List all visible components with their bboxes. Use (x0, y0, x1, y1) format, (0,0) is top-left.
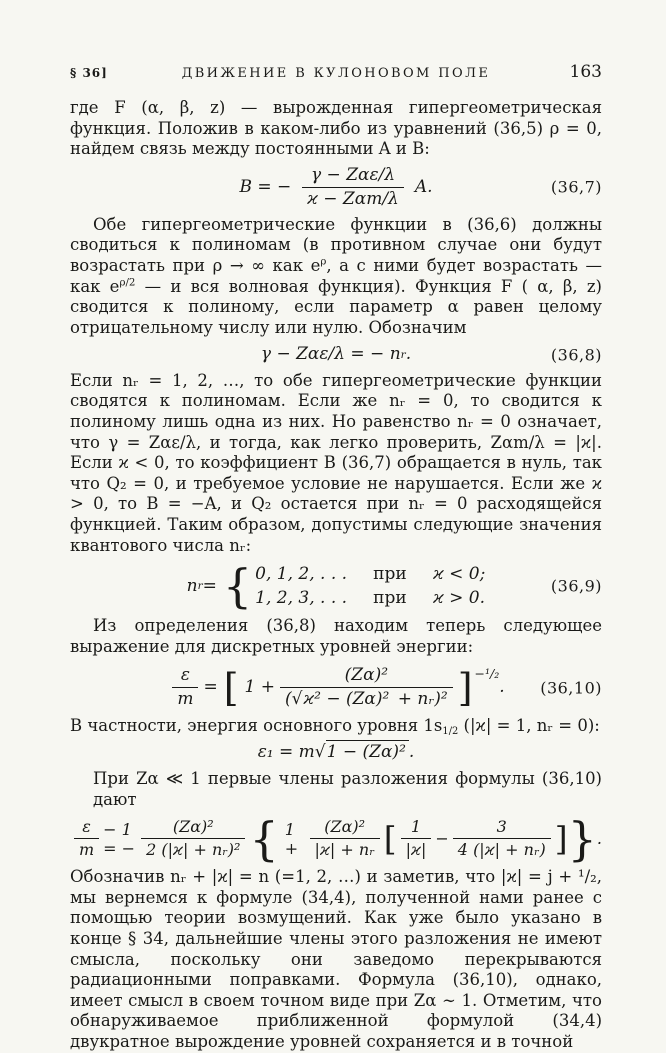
eq9-values-1: 0, 1, 2, . . . (255, 564, 348, 585)
eq12-fraction-2 (310, 818, 380, 859)
eq12-fraction-4 (453, 818, 551, 859)
eq12-f4-denominator: 4 (|ϰ| + nᵣ) (457, 840, 546, 860)
eq12-f1-numerator: (Zα)² (141, 818, 245, 839)
p2-text-3: — и вся волновая функция). Функция F ( α, β, z) сводится к полиному, если параметр α равен целому отрицательному числу или нулю. Обозначим (70, 276, 602, 337)
eq12-f3-numerator: 1 (401, 818, 432, 839)
radical-sign: √ (314, 741, 326, 762)
eq12-lhs-fraction (74, 818, 99, 859)
page-number: 163 (569, 62, 602, 82)
paragraph-expansion (70, 769, 602, 810)
eq7-lhs: B = − (239, 177, 292, 198)
eq9-condition-1: ϰ < 0; (433, 564, 486, 585)
eq10-equals: = (203, 677, 218, 698)
p2-text-2: , а с ними будет возрастать — как e (70, 256, 602, 296)
eq9-case-positive (255, 588, 485, 608)
eq12-f1-denominator: 2 (|ϰ| + nᵣ)² (146, 840, 241, 860)
eq7-rhs: A. (414, 177, 433, 198)
p2-text-1: Обе гипергеометрические функции в (36,6) должны сводиться к полиномам (в противном случае они будут возрастать при ρ → ∞ как e (70, 214, 602, 276)
p5-subscript-half: 1/2 (442, 726, 459, 738)
eq12-f2-numerator: (Zα)² (310, 818, 380, 839)
equation-number-36-8: (36,8) (550, 345, 602, 364)
eq12-mid: − 1 = − (103, 819, 136, 858)
eq11-period: . (408, 741, 415, 762)
equation-36-7 (70, 166, 602, 209)
eq12-lhs-numerator: ε (74, 818, 99, 839)
paragraph-hypergeometric (70, 215, 602, 339)
equation-number-36-9: (36,9) (550, 576, 602, 596)
eq9-word-pri-1: при (373, 564, 407, 585)
eq12-fraction-3 (401, 818, 432, 859)
eq12-f4-numerator: 3 (453, 818, 551, 839)
eq8-period: . (405, 344, 412, 365)
eq9-lhs-n: n (186, 575, 198, 596)
eq10-denominator (280, 688, 453, 709)
eq10-lhs-numerator: ε (172, 666, 198, 688)
p5-text-2: (|ϰ| = 1, nᵣ = 0): (458, 716, 600, 736)
eq12-one-plus: 1 + (284, 819, 299, 858)
equation-36-9: n r = { 0, 1, 2, . . . при ϰ < 0; 1, 2, 3, . . . при ϰ > 0. (36,9) (186, 559, 602, 614)
page-header (70, 62, 602, 82)
eq10-exponent: −¹/₂ (474, 666, 500, 682)
eq8-body: γ − Zαε/λ = − n (260, 344, 401, 365)
equation-expansion: $\frac{\varepsilon}{m}$ − 1 = − $\frac{\text{(Zα)²}}{\text{2 (|ϰ| + nᵣ)²}}$ { 1 + $\frac{\text{(Zα)²}}{\text{|ϰ| + nᵣ}}$ [ $\frac{1}{|ϰ|}$ − $\frac{3}{\text{4 (|ϰ| + nᵣ)}}$ ] } . (70, 818, 602, 859)
paragraph-conclusion: Обозначив nᵣ + |ϰ| = n (=1, 2, …) и заметив, что |ϰ| = j + ¹/₂, мы вернемся к формуле (34,4), полученной нами ранее с помощью теории возмущений. Как уже было указано в конце § 34, дальнейшие члены этого разложения не имеют смысла, поскольку они заведомо перекрываются радиационными поправками. Формула (36,10), однако, имеет смысл в своем точном виде при Zα ∼ 1. Отметим, что обнаруживаемое приближенной формулой (34,4) двукратное вырождение уровней сохраняется и в точной (70, 867, 602, 1051)
radicand: ϰ² − (Zα)² (303, 687, 393, 709)
eq9-values-2: 1, 2, 3, . . . (255, 587, 348, 608)
eq9-condition-2: ϰ > 0. (433, 587, 486, 608)
eq10-one-plus: 1 + (244, 677, 276, 698)
eq10-lhs-denominator: m (177, 689, 194, 710)
equation-36-10: $\frac{\varepsilon}{m}$ = [ 1 + $\frac{\text{(Zα)²}}{\text{(√ϰ² − (Zα)² + nᵣ)²}}$ ] −¹/₂ . (36,10) (70, 666, 602, 709)
eq12-fraction-1 (141, 818, 245, 859)
p6-line-1: При Zα ≪ 1 первые члены разложения формулы (36,10) (93, 769, 602, 789)
eq10-numerator: (Zα)² (280, 666, 453, 688)
running-title: ДВИЖЕНИЕ В КУЛОНОВОМ ПОЛЕ (181, 66, 491, 81)
eq7-denominator: ϰ − Zαm/λ (307, 188, 399, 209)
section-label: § 36] (70, 66, 108, 80)
radical-sign: √ (291, 689, 303, 710)
eq7-fraction (302, 166, 404, 209)
eq12-f3-denominator: |ϰ| (405, 840, 427, 860)
eq9-case-negative (255, 564, 485, 584)
eq10-period: . (499, 677, 505, 698)
eq10-fraction (280, 666, 453, 709)
equation-36-8: γ − Zαε/λ = − n r . (36,8) (260, 344, 602, 365)
equation-ground-energy (70, 742, 602, 762)
eq9-word-pri-2: при (373, 587, 407, 608)
eq9-cases (255, 564, 485, 608)
equation-number-36-10: (36,10) (540, 678, 602, 698)
paragraph-ground-level (70, 716, 602, 737)
eq9-equals: = (202, 575, 217, 596)
paragraph-energy-levels: Из определения (36,8) находим теперь следующее выражение для дискретных уровней энергии: (70, 615, 602, 656)
radicand: 1 − (Zα)² (326, 740, 409, 762)
paragraph-nr-values: Если nᵣ = 1, 2, …, то обе гипергеометрические функции сводятся к полиномам. Если же nᵣ = 0, то сводится к полиному лишь одна из них. Но равенство nᵣ = 0 означает, что γ = Zαε/λ, и тогда, как легко проверить, Zαm/λ = |ϰ|. Если ϰ < 0, то коэффициент B (36,7) обращается в нуль, так что Q₂ = 0, и требуемое условие не нарушается. Если же ϰ > 0, то B = −A, и Q₂ остается при nᵣ = 0 расходящейся функцией. Таким образом, допустимы следующие значения квантового числа nᵣ: (70, 370, 602, 555)
p2-exponent-rho: ρ (320, 256, 327, 268)
equation-number-36-7: (36,7) (550, 177, 602, 197)
p5-text-1: В частности, энергия основного уровня 1s (70, 716, 443, 736)
p2-exponent-rho-half: ρ/2 (119, 277, 136, 289)
eq12-minus: − (435, 829, 449, 849)
eq11-lhs: ε₁ = m (257, 741, 315, 762)
eq10-den-close: + nᵣ)² (392, 689, 448, 710)
eq7-numerator: γ − Zαε/λ (302, 166, 404, 188)
eq12-period: . (596, 829, 602, 849)
eq12-f2-denominator: |ϰ| + nᵣ (314, 840, 375, 860)
eq12-lhs-denominator: m (79, 840, 95, 860)
paragraph-intro: где F (α, β, z) — вырожденная гипергеометрическая функция. Положив в каком-либо из уравнений (36,5) ρ = 0, найдем связь между постоянными A и B: (70, 98, 602, 159)
eq10-den-open: ( (285, 689, 292, 710)
p6-line-2: дают (93, 789, 137, 809)
square-root (292, 687, 393, 709)
eq10-lhs-fraction (172, 666, 198, 709)
square-root (315, 742, 409, 762)
